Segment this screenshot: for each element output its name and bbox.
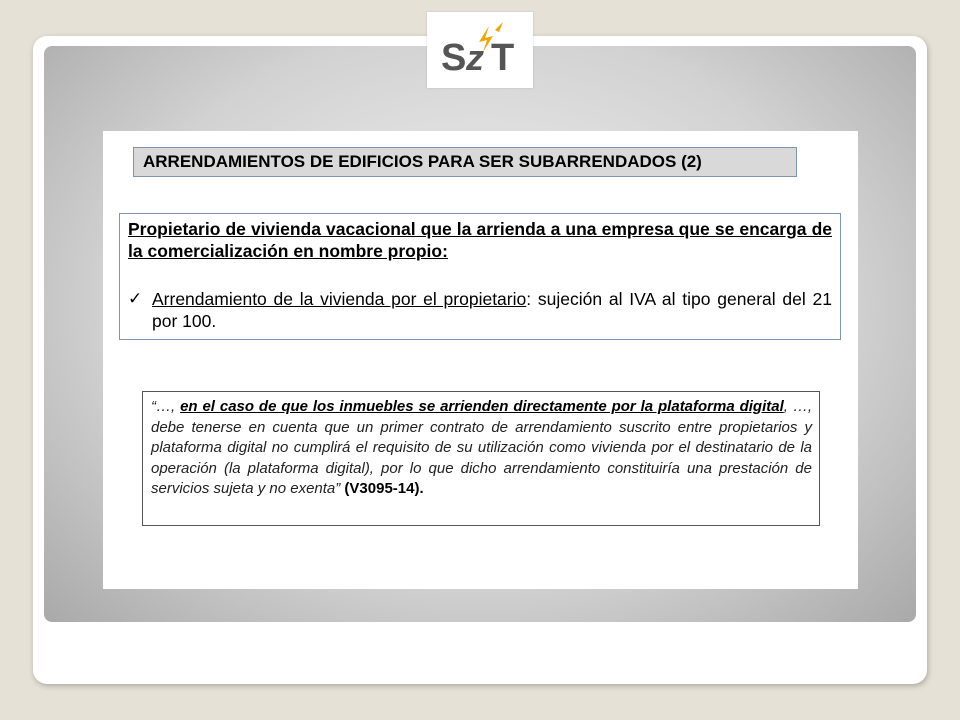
quote-emphasis: en el caso de que los inmuebles se arrienden directamente por la plataforma digital — [180, 398, 784, 415]
case-item — [128, 288, 832, 332]
svg-text:T: T — [491, 37, 515, 79]
quote-box — [142, 391, 820, 526]
quote-body: , …, debe tenerse en cuenta que un primer contrato de arrendamiento suscrito entre propietarios y plataforma digital no cumplirá el requisito de su utilización como vivienda por el destinatario de la operación (la plataforma digital), por lo que dicho arrendamiento constituiría una prestación de servicios sujeta y no exenta” — [151, 398, 812, 498]
case-item-text — [152, 288, 832, 332]
quote-open: “…, — [151, 398, 181, 415]
svg-text:S: S — [441, 37, 467, 79]
document-title: ARRENDAMIENTOS DE EDIFICIOS PARA SER SUBARRENDADOS (2) — [133, 147, 797, 177]
document-page — [103, 131, 858, 589]
case-heading: Propietario de vivienda vacacional que la arrienda a una empresa que se encarga de la comercialización en nombre propio: — [128, 219, 832, 261]
quote-reference: (V3095-14). — [340, 480, 424, 498]
svg-text:z: z — [466, 37, 484, 78]
case-item-rest: : sujeción al IVA al tipo general del 21 por 100. — [152, 289, 832, 331]
case-item-underlined: Arrendamiento de la vivienda por el propietario — [152, 289, 527, 309]
case-box — [119, 213, 841, 340]
check-icon: ✓ — [128, 289, 143, 308]
szt-logo — [427, 12, 533, 88]
